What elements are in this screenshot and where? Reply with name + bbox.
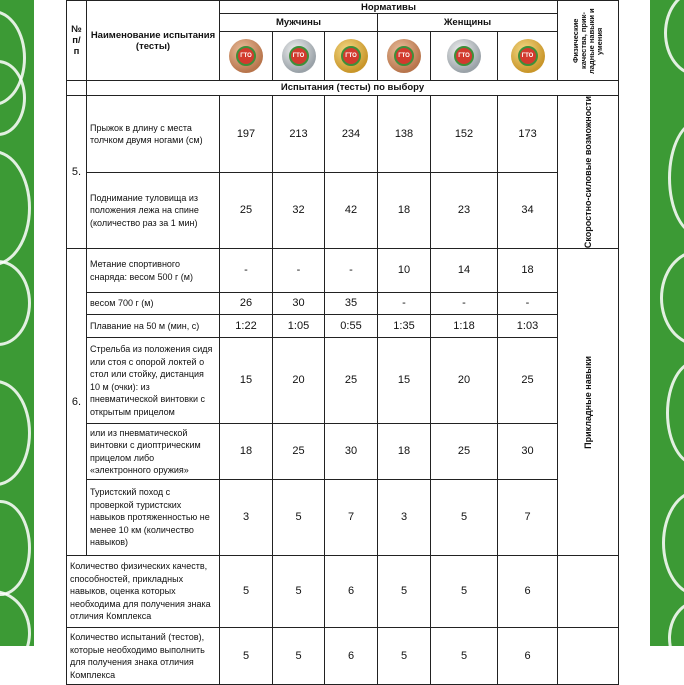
bronze-badge-icon: ГТО	[387, 39, 421, 73]
value-cell: 15	[378, 338, 431, 424]
value-cell: 25	[220, 173, 273, 249]
value-cell: 18	[498, 249, 558, 293]
value-cell: -	[498, 293, 558, 315]
section-title: Испытания (тесты) по выбору	[87, 81, 619, 96]
value-cell: 5	[431, 556, 498, 628]
value-cell: 213	[273, 96, 325, 173]
value-cell: 10	[378, 249, 431, 293]
test-name: или из пневматической винтовки с диоптрическим прицелом либо «электронного оружия»	[87, 424, 220, 480]
value-cell: 15	[220, 338, 273, 424]
badge-cell-men-gold	[325, 32, 378, 81]
test-name: весом 700 г (м)	[87, 293, 220, 315]
value-cell: 26	[220, 293, 273, 315]
value-cell: 30	[273, 293, 325, 315]
value-cell: -	[220, 249, 273, 293]
table-row	[67, 315, 619, 338]
left-decorative-border	[0, 0, 34, 646]
badge-cell-men-silver	[273, 32, 325, 81]
value-cell: 5	[273, 480, 325, 556]
value-cell: 7	[498, 480, 558, 556]
value-cell: 25	[325, 338, 378, 424]
value-cell: 6	[498, 628, 558, 685]
summary-row	[67, 556, 619, 628]
value-cell: 173	[498, 96, 558, 173]
summary-name: Количество испытаний (тестов), которые необходимо выполнить для получения знака отличия Комплекса	[67, 628, 220, 685]
value-cell: 1:35	[378, 315, 431, 338]
group-strength-cell	[558, 96, 619, 249]
value-cell: 25	[273, 424, 325, 480]
value-cell: 14	[431, 249, 498, 293]
test-name: Прыжок в длину с места толчком двумя ногами (см)	[87, 96, 220, 173]
badge-cell-women-gold	[498, 32, 558, 81]
value-cell: 30	[498, 424, 558, 480]
value-cell: 32	[273, 173, 325, 249]
group-applied: Прикладные навыки	[583, 355, 594, 449]
value-cell: 5	[220, 556, 273, 628]
table-row	[67, 338, 619, 424]
value-cell: 30	[325, 424, 378, 480]
value-cell: 0:55	[325, 315, 378, 338]
test-name: Туристский поход с проверкой туристских навыков протяженностью не менее 10 км (количество навыков)	[87, 480, 220, 556]
norms-table	[66, 0, 619, 685]
value-cell: 25	[498, 338, 558, 424]
badge-cell-men-bronze	[220, 32, 273, 81]
header-women: Женщины	[378, 14, 558, 32]
silver-badge-icon: ГТО	[282, 39, 316, 73]
value-cell: 6	[325, 628, 378, 685]
value-cell: 5	[378, 556, 431, 628]
value-cell: -	[431, 293, 498, 315]
header-qualities-cell	[558, 1, 619, 81]
header-qualities: Физические качества, прик-ладные навыки и умения	[571, 7, 605, 74]
table-row	[67, 96, 619, 173]
badge-cell-women-bronze	[378, 32, 431, 81]
value-cell: -	[273, 249, 325, 293]
value-cell: 5	[378, 628, 431, 685]
value-cell: 3	[378, 480, 431, 556]
row-number: 6.	[67, 249, 87, 556]
value-cell: 5	[273, 556, 325, 628]
value-cell: -	[378, 293, 431, 315]
value-cell: 20	[273, 338, 325, 424]
value-cell: 5	[273, 628, 325, 685]
summary-row	[67, 628, 619, 685]
group-strength: Скоростно-силовые возможности	[583, 96, 594, 249]
value-cell: 5	[431, 628, 498, 685]
value-cell: 23	[431, 173, 498, 249]
value-cell: 18	[378, 173, 431, 249]
silver-badge-icon: ГТО	[447, 39, 481, 73]
header-men: Мужчины	[220, 14, 378, 32]
summary-name: Количество физических качеств, способностей, прикладных навыков, оценка которых необходима для получения знака отличия Комплекса	[67, 556, 220, 628]
table-row	[67, 293, 619, 315]
value-cell: 138	[378, 96, 431, 173]
norms-document	[66, 0, 618, 680]
test-name: Метание спортивного снаряда: весом 500 г (м)	[87, 249, 220, 293]
value-cell: 5	[220, 628, 273, 685]
bronze-badge-icon: ГТО	[229, 39, 263, 73]
value-cell: 234	[325, 96, 378, 173]
value-cell: 20	[431, 338, 498, 424]
value-cell: 5	[431, 480, 498, 556]
value-cell: -	[325, 249, 378, 293]
table-row	[67, 249, 619, 293]
value-cell: 34	[498, 173, 558, 249]
test-name: Поднимание туловища из положения лежа на спине (количество раз за 1 мин)	[87, 173, 220, 249]
table-row	[67, 480, 619, 556]
badge-cell-women-silver	[431, 32, 498, 81]
value-cell: 1:05	[273, 315, 325, 338]
value-cell: 6	[498, 556, 558, 628]
header-number: № п/п	[67, 1, 87, 81]
table-row	[67, 173, 619, 249]
gold-badge-icon: ГТО	[334, 39, 368, 73]
value-cell: 18	[378, 424, 431, 480]
gold-badge-icon: ГТО	[511, 39, 545, 73]
value-cell: 35	[325, 293, 378, 315]
value-cell: 25	[431, 424, 498, 480]
test-name: Стрельба из положения сидя или стоя с опорой локтей о стол или стойку, дистанция 10 м (очки): из пневматической винтовки с открытым прицелом	[87, 338, 220, 424]
value-cell: 152	[431, 96, 498, 173]
value-cell: 18	[220, 424, 273, 480]
value-cell: 7	[325, 480, 378, 556]
value-cell: 42	[325, 173, 378, 249]
value-cell: 3	[220, 480, 273, 556]
header-test-name: Наименование испытания (тесты)	[87, 1, 220, 81]
value-cell: 1:22	[220, 315, 273, 338]
value-cell: 1:03	[498, 315, 558, 338]
value-cell: 6	[325, 556, 378, 628]
value-cell: 197	[220, 96, 273, 173]
table-row	[67, 424, 619, 480]
right-decorative-border	[650, 0, 684, 646]
group-applied-cell	[558, 249, 619, 556]
row-number: 5.	[67, 96, 87, 249]
test-name: Плавание на 50 м (мин, с)	[87, 315, 220, 338]
value-cell: 1:18	[431, 315, 498, 338]
header-norms: Нормативы	[220, 1, 558, 14]
